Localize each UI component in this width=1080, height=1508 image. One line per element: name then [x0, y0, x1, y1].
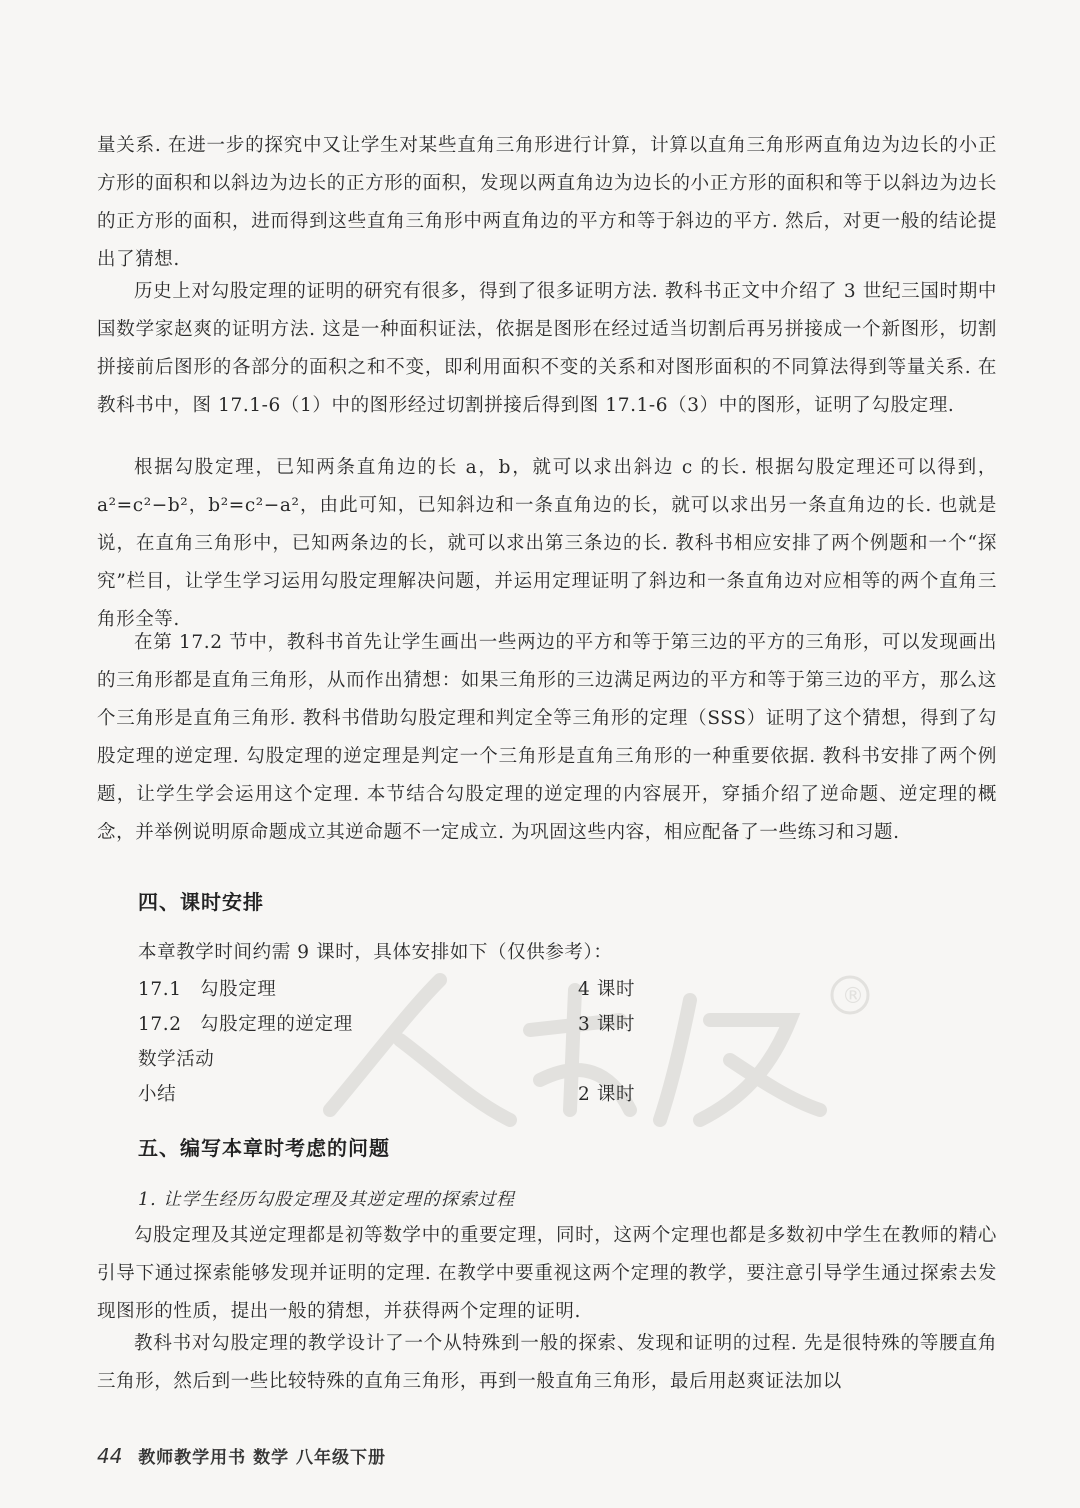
section-5-heading: 五、编写本章时考虑的问题 [138, 1136, 390, 1160]
schedule-table [138, 972, 658, 1112]
schedule-section-title: 数学活动 [138, 1049, 215, 1070]
schedule-row [138, 1077, 658, 1112]
schedule-hours: 4 课时 [578, 979, 636, 1000]
book-title: 教师教学用书 数学 八年级下册 [138, 1448, 387, 1468]
schedule-row [138, 972, 658, 1007]
page-number: 44 [97, 1444, 123, 1468]
schedule-row [138, 1042, 658, 1077]
schedule-row [138, 1007, 658, 1042]
paragraph-4: 在第 17.2 节中，教科书首先让学生画出一些两边的平方和等于第三边的平方的三角形，可以发现画出的三角形都是直角三角形，从而作出猜想：如果三角形的三边满足两边的平方和等于第三边的平方，那么这个三角形是直角三角形. 教科书借助勾股定理和判定全等三角形的定理（SSS）证明了这个猜想，得到了勾股定理的逆定理. 勾股定理的逆定理是判定一个三角形是直角三角形的一种重要依据. 教科书安排了两个例题，让学生学会运用这个定理. 本节结合勾股定理的逆定理的内容展开，穿插介绍了逆命题、逆定理的概念，并举例说明原命题成立其逆命题不一定成立. 为巩固这些内容，相应配备了一些练习和习题. [97, 632, 997, 843]
section-5-subheading: 1. 让学生经历勾股定理及其逆定理的探索过程 [138, 1190, 515, 1210]
paragraph-5: 勾股定理及其逆定理都是初等数学中的重要定理，同时，这两个定理也都是多数初中学生在教师的精心引导下通过探索能够发现并证明的定理. 在教学中要重视这两个定理的教学，要注意引导学生通过探索去发现图形的性质，提出一般的猜想，并获得两个定理的证明. [97, 1225, 997, 1322]
schedule-section-title: 小结 [138, 1084, 177, 1105]
section-4-heading: 四、课时安排 [138, 890, 264, 914]
schedule-section-title: 勾股定理的逆定理 [200, 1014, 353, 1035]
page-footer [97, 1443, 386, 1468]
paragraph-1: 量关系. 在进一步的探究中又让学生对某些直角三角形进行计算，计算以直角三角形两直角边为边长的小正方形的面积和以斜边为边长的正方形的面积，发现以两直角边为边长的小正方形的面积和等于以斜边为边长的正方形的面积，进而得到这些直角三角形中两直角边的平方和等于斜边的平方. 然后，对更一般的结论提出了猜想. [97, 135, 997, 270]
schedule-section-number: 17.2 [138, 1014, 182, 1035]
schedule-hours: 2 课时 [578, 1084, 636, 1105]
schedule-section-title: 勾股定理 [200, 979, 277, 1000]
watermark-registered-mark: ® [842, 984, 864, 1009]
schedule-section-number: 17.1 [138, 979, 182, 1000]
schedule-hours: 3 课时 [578, 1014, 636, 1035]
paragraph-2: 历史上对勾股定理的证明的研究有很多，得到了很多证明方法. 教科书正文中介绍了 3 世纪三国时期中国数学家赵爽的证明方法. 这是一种面积证法，依据是图形在经过适当切割后再另拼接成一个新图形，切割拼接前后图形的各部分的面积之和不变，即利用面积不变的关系和对图形面积的不同算法得到等量关系. 在教科书中，图 17.1-6（1）中的图形经过切割拼接后得到图 17.1-6（3）中的图形，证明了勾股定理. [97, 281, 997, 416]
paragraph-3: 根据勾股定理，已知两条直角边的长 a，b，就可以求出斜边 c 的长. 根据勾股定理还可以得到，a²=c²−b²，b²=c²−a²，由此可知，已知斜边和一条直角边的长，就可以求出另一条直角边的长. 也就是说，在直角三角形中，已知两条边的长，就可以求出第三条边的长. 教科书相应安排了两个例题和一个“探究”栏目，让学生学习运用勾股定理解决问题，并运用定理证明了斜边和一条直角边对应相等的两个直角三角形全等. [97, 457, 997, 630]
paragraph-6: 教科书对勾股定理的教学设计了一个从特殊到一般的探索、发现和证明的过程. 先是很特殊的等腰直角三角形，然后到一些比较特殊的直角三角形，再到一般直角三角形，最后用赵爽证法加以 [97, 1333, 997, 1392]
schedule-intro: 本章教学时间约需 9 课时，具体安排如下（仅供参考）： [138, 942, 613, 963]
